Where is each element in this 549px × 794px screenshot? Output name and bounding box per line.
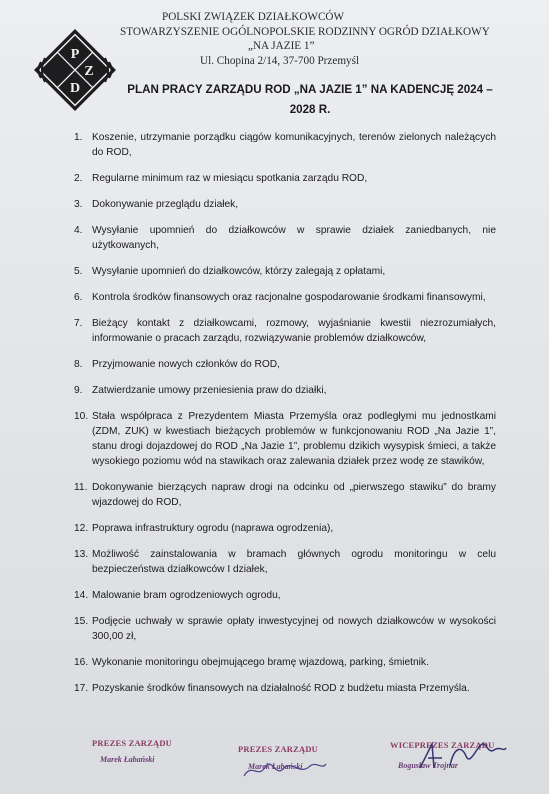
list-item-number: 6. <box>74 292 83 303</box>
list-item-text: Bieżący kontakt z działkowcami, rozmowy, wyjaśnianie kwestii niezrozumiałych, informowanie o pracach zarządu, rozwiązywanie problemów działkowców, <box>92 318 496 344</box>
document-title-line-2: 2028 R. <box>289 103 331 116</box>
list-item-text: Malowanie bram ogrodzeniowych ogrodu, <box>92 590 281 601</box>
list-item-text: Poprawa infrastruktury ogrodu (naprawa ogrodzenia), <box>92 523 334 534</box>
letterhead-address: Ul. Chopina 2/14, 37-700 Przemyśl <box>200 54 360 67</box>
list-item-number: 4. <box>74 225 83 236</box>
letterhead-association: STOWARZYSZENIE OGÓLNOPOLSKIE RODZINNY OGRÓD DZIAŁKOWY <box>120 25 490 38</box>
letterhead-garden-name: „NA JAZIE 1” <box>248 40 315 52</box>
list-item <box>74 264 496 279</box>
list-item-number: 2. <box>74 173 83 184</box>
handwritten-signature-3 <box>410 738 510 778</box>
list-item-text: Możliwość zainstalowania w bramach głównych ogrodu monitoringu w celu bezpieczeństwa działkowców I działek, <box>92 549 496 575</box>
list-item-number: 13. <box>74 549 89 560</box>
signature-role: PREZES ZARZĄDU <box>238 744 319 754</box>
list-item-text: Podjęcie uchwały w sprawie opłaty inwestycyjnej od nowych działkowców w wysokości 300,00 zł, <box>92 616 496 642</box>
handwritten-signature-2 <box>240 756 330 784</box>
letterhead <box>120 10 540 68</box>
list-item-text: Pozyskanie środków finansowych na działalność ROD z budżetu miasta Przemyśla. <box>92 683 470 694</box>
list-item-number: 3. <box>74 199 83 210</box>
list-item-number: 9. <box>74 385 83 396</box>
list-item-number: 15. <box>74 616 89 627</box>
list-item-number: 17. <box>74 683 89 694</box>
list-item <box>74 171 496 186</box>
list-item <box>74 588 496 603</box>
list-item-text: Przyjmowanie nowych członków do ROD, <box>92 359 280 370</box>
list-item-number: 7. <box>74 318 83 329</box>
list-item-text: Koszenie, utrzymanie porządku ciągów komunikacyjnych, terenów zielonych należących do ROD, <box>92 132 496 158</box>
list-item-text: Dokonywanie bierzących napraw drogi na odcinku od „pierwszego stawiku” do bramy wjazdowej do ROD, <box>92 482 496 508</box>
list-item-number: 1. <box>74 132 83 143</box>
document-title-line-1: PLAN PRACY ZARZĄDU ROD „NA JAZIE 1” NA KADENCJĘ 2024 – <box>127 83 493 96</box>
list-item <box>74 681 496 696</box>
work-plan-list <box>74 130 496 696</box>
list-item <box>74 290 496 305</box>
letterhead-organization: POLSKI ZWIĄZEK DZIAŁKOWCÓW <box>162 11 345 23</box>
list-item-number: 12. <box>74 523 89 534</box>
list-item-text: Dokonywanie przeglądu działek, <box>92 199 239 210</box>
list-item-number: 5. <box>74 266 83 277</box>
pzd-logo <box>33 28 117 112</box>
list-item <box>74 614 496 644</box>
list-item-number: 8. <box>74 359 83 370</box>
signature-name: Marek Łabański <box>100 755 155 764</box>
list-item-text: Kontrola środków finansowych oraz racjonalne gospodarowanie środkami finansowymi, <box>92 292 486 303</box>
list-item <box>74 655 496 670</box>
list-item-text: Wykonanie monitoringu obejmującego bramę wjazdową, parking, śmietnik. <box>92 657 429 668</box>
signature-block-1 <box>92 738 172 764</box>
signature-name: Marek Łabański <box>248 762 303 771</box>
signature-role: WICEPREZES ZARZĄDU <box>390 740 495 750</box>
signature-name: Bogusław Trojnar <box>398 761 458 770</box>
list-item <box>74 130 496 160</box>
logo-letter-z: Z <box>84 64 94 79</box>
logo-letter-p: P <box>70 47 80 62</box>
list-item-text: Zatwierdzanie umowy przeniesienia praw do działki, <box>92 385 327 396</box>
document-title <box>110 80 510 120</box>
signature-role: PREZES ZARZĄDU <box>92 738 173 748</box>
list-item <box>74 223 496 253</box>
list-item-number: 10. <box>74 411 89 422</box>
list-item-text: Regularne minimum raz w miesiącu spotkania zarządu ROD, <box>92 173 368 184</box>
list-item <box>74 409 496 469</box>
list-item <box>74 357 496 372</box>
list-item <box>74 480 496 510</box>
list-item-number: 14. <box>74 590 89 601</box>
list-item-number: 16. <box>74 657 89 668</box>
list-item <box>74 316 496 346</box>
list-item <box>74 383 496 398</box>
list-item <box>74 547 496 577</box>
list-item <box>74 197 496 212</box>
list-item-number: 11. <box>74 482 88 493</box>
logo-letter-d: D <box>69 81 81 96</box>
list-item-text: Wysyłanie upomnień do działkowców w sprawie działek zaniedbanych, nie użytkowanych, <box>92 225 496 251</box>
list-item-text: Wysyłanie upomnień do działkowców, którzy zalegają z opłatami, <box>92 266 386 277</box>
list-item-text: Stała współpraca z Prezydentem Miasta Przemyśla oraz podległymi mu jednostkami (ZDM, ZUK) w kwestiach bieżących problemów w funkcjonowaniu ROD „Na Jazie 1”, stanu drogi dojazdowej do ROD „Na Jazie 1”, problemu dzikich wysypisk śmieci, a także wysokiego poziomu wód na stawikach oraz zalewania działek przez wodę ze stawików, <box>92 411 496 467</box>
list-item <box>74 521 496 536</box>
